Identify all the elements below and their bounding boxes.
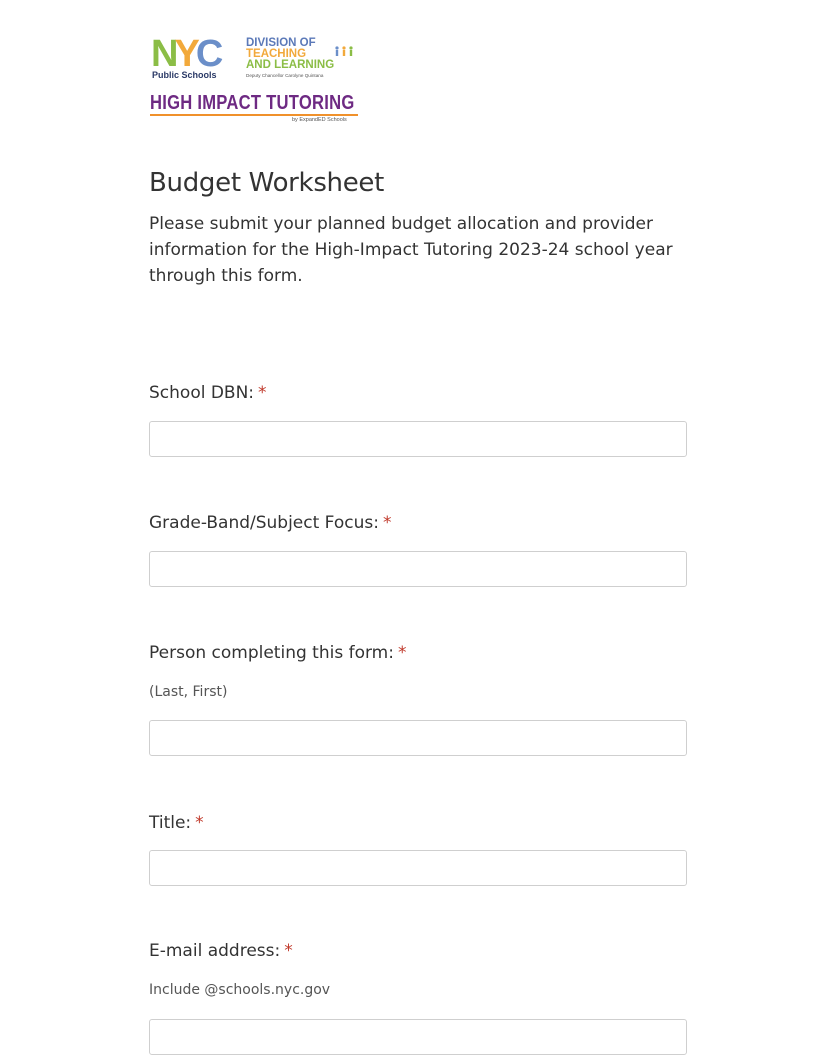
- logo-byline: by ExpandED Schools: [292, 117, 347, 123]
- field-label-text: School DBN:: [149, 383, 255, 403]
- email-label: [149, 941, 293, 961]
- required-asterisk: *: [397, 643, 407, 663]
- grade-band-subject-label: [149, 513, 391, 533]
- nyc-letter-y: Y: [174, 33, 196, 75]
- email-input[interactable]: [149, 1019, 687, 1055]
- high-impact-tutoring-logo-text: HIGH IMPACT TUTORING: [150, 92, 355, 114]
- children-figures-icon: [334, 46, 356, 60]
- person-completing-label: [149, 643, 406, 663]
- school-dbn-input[interactable]: [149, 421, 687, 457]
- person-completing-hint: (Last, First): [149, 684, 228, 700]
- required-asterisk: *: [195, 813, 204, 833]
- required-asterisk: *: [258, 383, 267, 403]
- title-input[interactable]: [149, 850, 687, 886]
- required-asterisk: *: [284, 941, 293, 961]
- deputy-chancellor-text: Deputy Chancellor Carolyne Quintana: [246, 73, 324, 78]
- logo-underline: [150, 114, 358, 116]
- email-hint: Include @schools.nyc.gov: [149, 982, 331, 998]
- division-line-2: TEACHING: [246, 48, 307, 60]
- field-label-text: Title:: [149, 813, 192, 833]
- division-text: [246, 38, 334, 71]
- nyc-letter-c: C: [195, 33, 220, 75]
- nyc-public-schools-logo: [150, 33, 362, 128]
- grade-band-subject-input[interactable]: [149, 551, 687, 587]
- nyc-logo-row: [150, 33, 362, 84]
- form-description: Please submit your planned budget allocation and provider information for the High-Impact Tutoring 2023-24 school year through this form.: [149, 214, 673, 286]
- division-line-1: DIVISION OF: [246, 37, 316, 49]
- division-line-3: AND LEARNING: [246, 59, 335, 71]
- nyc-letter-n: N: [151, 33, 175, 75]
- public-schools-text: Public Schools: [152, 70, 217, 80]
- required-asterisk: *: [382, 513, 392, 533]
- form-title: Budget Worksheet: [149, 168, 385, 198]
- field-label-text: Person completing this form:: [149, 643, 394, 663]
- title-label: [149, 813, 204, 833]
- person-completing-input[interactable]: [149, 720, 687, 756]
- school-dbn-label: [149, 383, 267, 403]
- field-label-text: E-mail address:: [149, 941, 281, 961]
- field-label-text: Grade-Band/Subject Focus:: [149, 513, 379, 533]
